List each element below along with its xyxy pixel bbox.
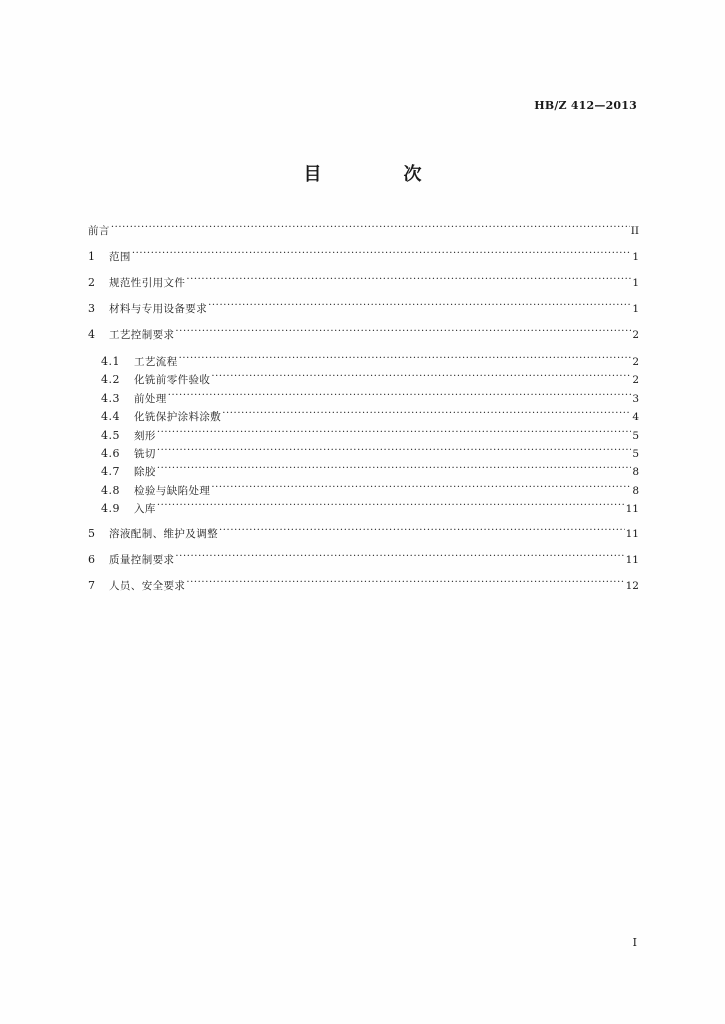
toc-leader-dots	[179, 352, 632, 365]
toc-entry-number: 4.4	[101, 410, 120, 424]
toc-entry-page: 3	[632, 392, 639, 405]
toc-entry-page: 8	[632, 466, 639, 479]
toc-entry-text: 刻形	[134, 429, 156, 442]
toc-entry-number: 4	[88, 328, 95, 341]
toc-entry-number: 4.1	[101, 355, 120, 368]
toc-leader-dots	[175, 325, 631, 338]
toc-entry-number: 4.7	[101, 465, 120, 479]
toc-leader-dots	[219, 524, 625, 537]
toc-entry-page: 5	[632, 447, 639, 460]
toc-entry-page: 11	[625, 503, 639, 516]
toc-entry-text: 铣切	[134, 447, 156, 460]
toc-entry-4[interactable]	[88, 325, 639, 351]
toc-leader-dots	[222, 407, 631, 420]
toc-entry-4-6[interactable]	[88, 444, 639, 462]
toc-leader-dots	[168, 389, 632, 402]
toc-leader-dots	[186, 576, 624, 589]
toc-entry-4-7[interactable]	[88, 462, 639, 480]
toc-entry-4-8[interactable]	[88, 481, 639, 499]
toc-entry-number: 6	[88, 553, 95, 567]
toc-entry-text: 工艺流程	[134, 356, 178, 368]
toc-entry-page: 11	[625, 528, 639, 541]
toc-entry-5[interactable]	[88, 524, 639, 550]
toc-entry-text: 规范性引用文件	[109, 277, 186, 289]
toc-entry-number: 7	[88, 579, 95, 593]
toc-leader-dots	[132, 247, 632, 260]
toc-leader-dots	[211, 370, 631, 383]
toc-entry-page: II	[630, 225, 639, 237]
toc-entry-1[interactable]	[88, 247, 639, 273]
toc-entry-number: 1	[88, 250, 95, 263]
toc-entry-4-5[interactable]	[88, 426, 639, 444]
toc-entry-page: 11	[625, 554, 639, 567]
toc-entry-number: 2	[88, 276, 95, 289]
toc-leader-dots	[208, 299, 631, 312]
toc-entry-page: 1	[632, 303, 639, 315]
toc-entry-2[interactable]	[88, 273, 639, 299]
toc-leader-dots	[157, 444, 632, 457]
toc-entry-4-4[interactable]	[88, 407, 639, 425]
toc-leader-dots	[186, 273, 631, 286]
standard-code: HB/Z 412—2013	[534, 99, 637, 112]
toc-entry-number: 5	[88, 527, 95, 541]
page-number: I	[632, 936, 637, 949]
toc-entry-4-9[interactable]	[88, 499, 639, 524]
toc-entry-text: 材料与专用设备要求	[109, 303, 208, 315]
toc-entry-7[interactable]	[88, 576, 639, 602]
toc-leader-dots	[157, 462, 632, 475]
toc-entry-page: 5	[632, 429, 639, 442]
toc-entry-page: 2	[632, 374, 639, 387]
toc-entry-4-3[interactable]	[88, 389, 639, 407]
table-of-contents	[88, 221, 639, 602]
toc-entry-3[interactable]	[88, 299, 639, 325]
toc-leader-dots	[157, 426, 632, 439]
toc-entry-page: 4	[632, 411, 639, 424]
toc-entry-4-1[interactable]	[88, 352, 639, 370]
toc-entry-number: 4.2	[101, 373, 120, 387]
toc-entry-foreword[interactable]	[88, 221, 639, 247]
toc-entry-page: 8	[632, 484, 639, 497]
toc-entry-text: 前处理	[134, 392, 167, 405]
toc-leader-dots	[211, 481, 631, 494]
toc-entry-page: 1	[632, 251, 639, 263]
toc-entry-4-2[interactable]	[88, 370, 639, 388]
toc-leader-dots	[111, 221, 630, 234]
toc-entry-text: 化铣前零件验收	[134, 374, 211, 387]
toc-entry-text: 工艺控制要求	[109, 329, 175, 341]
toc-entry-text: 化铣保护涂料涂敷	[134, 411, 222, 424]
toc-entry-page: 2	[632, 329, 639, 341]
toc-entry-number: 4.3	[101, 391, 120, 405]
toc-entry-text: 除胶	[134, 466, 156, 479]
toc-leader-dots	[157, 499, 625, 512]
toc-leader-dots	[175, 550, 624, 563]
toc-entry-number: 3	[88, 302, 95, 315]
toc-entry-6[interactable]	[88, 550, 639, 576]
toc-entry-text: 人员、安全要求	[109, 580, 186, 593]
toc-entry-page: 12	[625, 580, 639, 593]
toc-entry-text: 入库	[134, 503, 156, 516]
toc-entry-text: 溶液配制、维护及调整	[109, 528, 218, 541]
toc-entry-text: 检验与缺陷处理	[134, 484, 211, 497]
toc-entry-number: 4.5	[101, 428, 120, 442]
toc-entry-number: 4.6	[101, 446, 120, 460]
toc-entry-page: 1	[632, 277, 639, 289]
toc-entry-number: 4.9	[101, 502, 120, 516]
toc-entry-page: 2	[632, 356, 639, 368]
toc-entry-text: 范围	[109, 251, 131, 263]
toc-entry-text: 质量控制要求	[109, 554, 175, 567]
toc-entry-number: 4.8	[101, 483, 120, 497]
toc-entry-text: 前言	[88, 225, 110, 237]
toc-title: 目 次	[303, 164, 454, 185]
